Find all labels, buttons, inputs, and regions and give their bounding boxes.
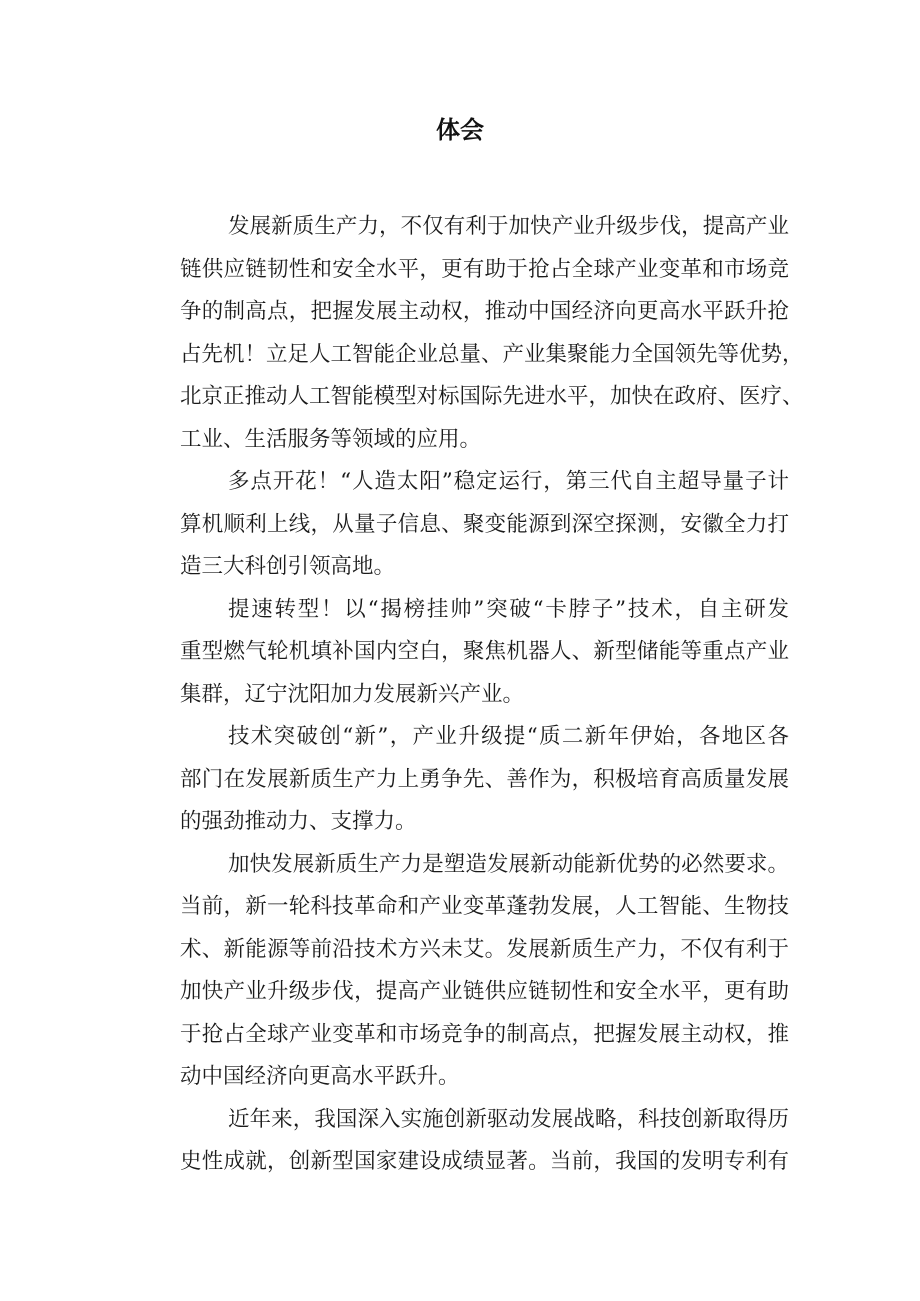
paragraph-line: 工业、生活服务等领域的应用。 — [180, 426, 482, 452]
paragraph-6 — [137, 1099, 789, 1184]
paragraph-line: 近年来，我国深入实施创新驱动发展战略，科技创新取得历 — [228, 1106, 789, 1132]
paragraph-2 — [137, 461, 789, 589]
paragraph-5 — [137, 844, 789, 1099]
paragraph-line: 的强劲推动力、支撑力。 — [180, 809, 417, 834]
paragraph-line: 于抢占全球产业变革和市场竞争的制高点，把握发展主动权，推 — [180, 1021, 789, 1047]
paragraph-line: 多点开花！“人造太阳”稳定运行，第三代自主超导量子计 — [228, 469, 789, 494]
paragraph-line: 加快产业升级步伐，提高产业链供应链韧性和安全水平，更有助 — [180, 979, 789, 1004]
paragraph-line: 动中国经济向更高水平跃升。 — [180, 1064, 460, 1089]
paragraph-line: 占先机！立足人工智能企业总量、产业集聚能力全国领先等优势， — [180, 341, 804, 367]
paragraph-line: 算机顺利上线，从量子信息、聚变能源到深空探测，安徽全力打 — [180, 511, 789, 537]
paragraph-3 — [137, 589, 789, 717]
paragraph-1 — [137, 206, 804, 461]
paragraph-line: 史性成就，创新型国家建设成绩显著。当前，我国的发明专利有 — [180, 1149, 789, 1174]
paragraph-line: 发展新质生产力，不仅有利于加快产业升级步伐，提高产业 — [228, 214, 789, 239]
paragraph-line: 链供应链韧性和安全水平，更有助于抢占全球产业变革和市场竞 — [180, 256, 789, 282]
paragraph-line: 当前，新一轮科技革命和产业变革蓬勃发展，人工智能、生物技 — [180, 894, 789, 919]
document-body — [137, 206, 804, 1184]
paragraph-line: 北京正推动人工智能模型对标国际先进水平，加快在政府、医疗、 — [180, 384, 804, 409]
document-title: 体会 — [436, 116, 484, 144]
paragraph-line: 加快发展新质生产力是塑造发展新动能新优势的必然要求。 — [228, 851, 789, 877]
paragraph-line: 提速转型！以“揭榜挂帅”突破“卡脖子”技术，自主研发 — [228, 596, 789, 622]
paragraph-line: 部门在发展新质生产力上勇争先、善作为，积极培育高质量发展 — [180, 766, 789, 792]
paragraph-4 — [137, 716, 789, 844]
paragraph-line: 集群，辽宁沈阳加力发展新兴产业。 — [180, 681, 525, 707]
paragraph-line: 技术突破创“新”，产业升级提“质二新年伊始，各地区各 — [228, 724, 789, 749]
paragraph-line: 造三大科创引领高地。 — [180, 554, 396, 579]
paragraph-line: 术、新能源等前沿技术方兴未艾。发展新质生产力，不仅有利于 — [180, 936, 789, 962]
paragraph-line: 重型燃气轮机填补国内空白，聚焦机器人、新型储能等重点产业 — [180, 639, 789, 664]
paragraph-line: 争的制高点，把握发展主动权，推动中国经济向更高水平跃升抢 — [180, 299, 789, 324]
